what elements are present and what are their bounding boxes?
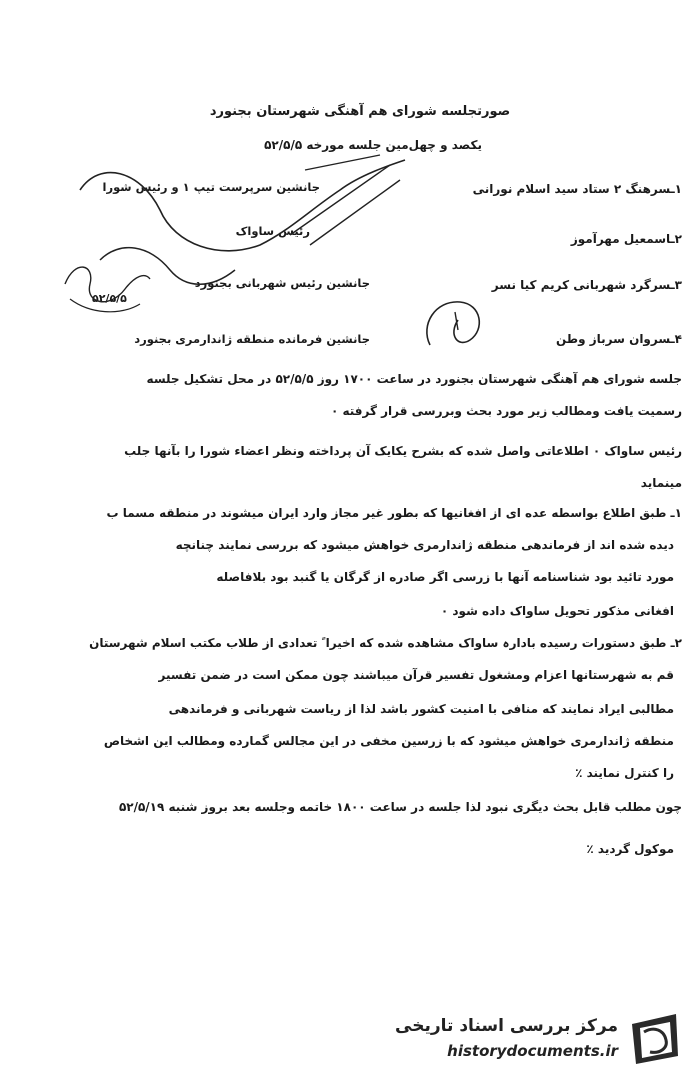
paragraph-line: مطالبی ایراد نمایند که منافی با امنیت کشور باشد لذا از ریاست شهربانی و فرماندهی: [168, 702, 674, 716]
paragraph-line: چون مطلب قابل بحث دیگری نبود لذا جلسه در ساعت ۱۸۰۰ خاتمه وجلسه بعد بروز شنبه ۵۲/۵/۱۹: [118, 800, 682, 814]
handwritten-date-annotation: ۵۲/۵/۵: [92, 292, 127, 305]
paragraph-line: مینماید: [640, 476, 682, 490]
member-2-number: ۲ـ: [670, 232, 682, 246]
member-1: [473, 182, 682, 196]
member-1-name: سرهنگ ۲ ستاد سید اسلام نورانی: [472, 182, 671, 196]
member-3-role: جانشین رئیس شهربانی بجنورد: [194, 276, 370, 290]
member-3: [492, 278, 682, 292]
paragraph-line: ۱ـ طبق اطلاع بواسطه عده ای از افغانیها که بطور غیر مجاز وارد ایران میشوند در منطقه مسما ب: [106, 506, 682, 520]
watermark-url: historydocuments.ir: [447, 1042, 618, 1060]
member-2-name: اسمعیل مهرآموز: [570, 232, 671, 246]
member-2: [571, 232, 682, 246]
member-3-number: ۳ـ: [670, 278, 682, 292]
paragraph-line: افغانی مذکور تحویل ساواک داده شود ۰: [440, 604, 674, 618]
member-4-role: جانشین فرمانده منطقه ژاندارمری بجنورد: [134, 332, 370, 346]
paragraph-line: جلسه شورای هم آهنگی شهرستان بجنورد در ساعت ۱۷۰۰ روز ۵۲/۵/۵ در محل تشکیل جلسه: [146, 372, 682, 386]
paragraph-line: را کنترل نمایند ٪: [575, 766, 674, 780]
paragraph-line: رسمیت یافت ومطالب زیر مورد بحث وبررسی قرار گرفته ۰: [330, 404, 682, 418]
member-2-role: رئیس ساواک: [235, 224, 310, 238]
paragraph-line: ۲ـ طبق دستورات رسیده بادارہ ساواک مشاهده شده که اخیرا ً تعدادی از طلاب مکتب اسلام شهرستان: [89, 636, 682, 650]
watermark-organization-name: مرکز بررسی اسناد تاریخی: [395, 1016, 618, 1036]
member-4-number: ۴ـ: [670, 332, 682, 346]
watermark-footer: [384, 1010, 684, 1066]
member-4-name: سروان سرباز وطن: [555, 332, 671, 346]
signature-scribble-2: [50, 254, 160, 324]
paragraph-line: موکول گردید ٪: [586, 842, 674, 856]
member-1-number: ۱ـ: [670, 182, 682, 196]
member-4: [556, 332, 682, 346]
paragraph-line: مورد تائید بود شناسنامه آنها با زرسی اگر صادره از گرگان یا گنبد بود بلافاصله: [216, 570, 674, 584]
paragraph-line: دیده شده اند از فرماندهی منطقه ژاندارمری خواهش میشود که بررسی نمایند چنانچه: [175, 538, 674, 552]
member-3-name: سرگرد شهربانی کریم کیا نسر: [491, 278, 671, 292]
document-subtitle: یکصد و چهل‌مین جلسه مورخه ۵۲/۵/۵: [264, 138, 482, 152]
paragraph-line: قم به شهرستانها اعزام ومشغول تفسیر قرآن میباشند چون ممکن است در ضمن تفسیر: [158, 668, 674, 682]
document-title: صورتجلسه شورای هم آهنگی شهرستان بجنورد: [209, 104, 511, 119]
document-seal-logo-icon: [626, 1010, 684, 1068]
paragraph-line: منطقه ژاندارمری خواهش میشود که با زرسین مخفی در این مجالس گمارده ومطالب این اشخاص: [103, 734, 674, 748]
member-1-role: جانشین سرپرست تیپ ۱ و رئیس شورا: [102, 180, 320, 194]
paragraph-line: رئیس ساواک ۰ اطلاعاتی واصل شده که بشرح یکایک آن پرداخته ونظر اعضاء شورا را بآنها جلب: [124, 444, 682, 458]
signature-scribble-3: [410, 290, 500, 360]
